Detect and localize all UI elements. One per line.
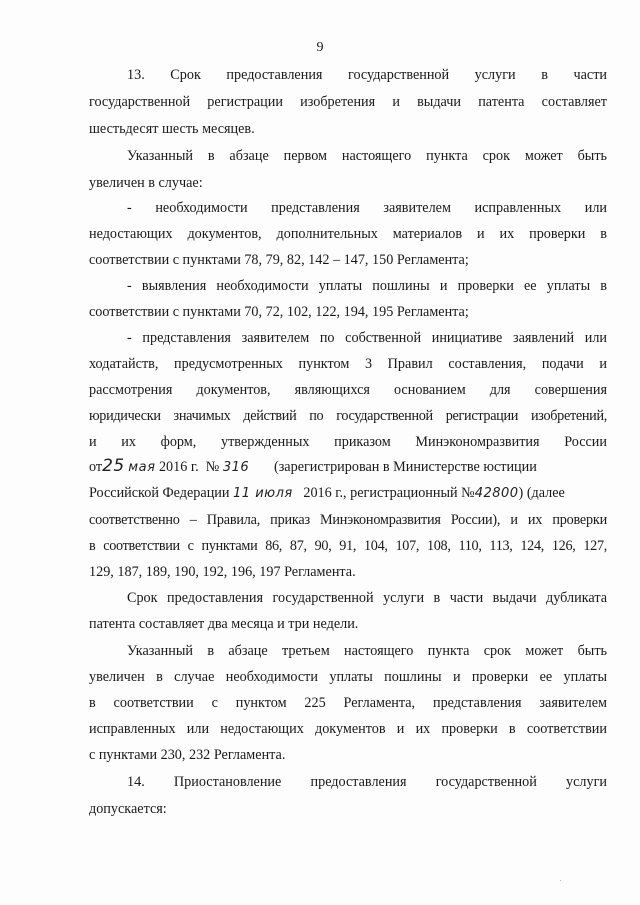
text-line: Указанный в абзаце третьем настоящего пункта срок может быть — [127, 643, 607, 659]
handwritten-reg-date: 11 июля — [233, 486, 293, 501]
text-line: государственной регистрации изобретения и выдачи патента составляет — [89, 94, 607, 110]
text-line: и их форм, утвержденных приказом Минэкономразвития России — [89, 434, 607, 450]
text-line: рассмотрения документов, являющихся основанием для совершения — [89, 382, 607, 398]
reg-rest-text: ) (далее — [518, 485, 565, 501]
text-line: Указанный в абзаце первом настоящего пункта срок может быть — [127, 148, 607, 164]
handwritten-day: 25 — [102, 456, 125, 476]
page-number: 9 — [316, 40, 324, 55]
text-line: - представления заявителем по собственной инициативе заявлений или — [127, 330, 607, 346]
text-line: ходатайств, предусмотренных пунктом 3 Правил составления, подачи и — [89, 356, 607, 372]
registration-text: (зарегистрирован в Министерстве юстиции — [273, 459, 537, 475]
date-prefix: от — [89, 459, 103, 475]
order-year: 2016 г. — [158, 459, 199, 475]
handwritten-order-number: 316 — [222, 460, 250, 475]
text-line: исправленных или недостающих документов и их проверки в соответствии — [89, 721, 607, 737]
text-line-registration — [89, 484, 607, 503]
text-line: 129, 187, 189, 190, 192, 196, 197 Регламента. — [89, 564, 356, 580]
text-line: допускается: — [89, 801, 167, 817]
text-line-date — [89, 457, 607, 477]
text-line: соответствии с пунктами 70, 72, 102, 122, 194, 195 Регламента; — [89, 304, 469, 320]
text-line: патента составляет два месяца и три недели. — [89, 616, 359, 632]
handwritten-reg-number: 42800 — [474, 486, 519, 501]
federation-text: Российской Федерации — [89, 485, 230, 501]
text-line: с пунктами 230, 232 Регламента. — [89, 747, 286, 763]
text-line: недостающих документов, дополнительных материалов и их проверки в — [89, 226, 607, 242]
text-line: увеличен в случае необходимости уплаты пошлины и проверки ее уплаты — [89, 669, 607, 685]
handwritten-month: мая — [128, 460, 156, 475]
text-line: юридически значимых действий по государственной регистрации изобретений, — [89, 408, 607, 424]
text-line: шестьдесят шесть месяцев. — [89, 121, 255, 137]
reg-middle-text: 2016 г., регистрационный № — [303, 485, 475, 501]
text-line: 13. Срок предоставления государственной услуги в части — [127, 67, 607, 83]
text-line: 14. Приостановление предоставления государственной услуги — [127, 774, 607, 790]
scan-speck — [560, 880, 561, 881]
text-line: в соответствии с пунктами 86, 87, 90, 91, 104, 107, 108, 110, 113, 124, 126, 127, — [89, 538, 607, 554]
text-line: увеличен в случае: — [89, 175, 203, 191]
text-line: соответствии с пунктами 78, 79, 82, 142 – 147, 150 Регламента; — [89, 252, 469, 268]
text-line: - необходимости представления заявителем исправленных или — [127, 200, 607, 216]
text-line: - выявления необходимости уплаты пошлины и проверки ее уплаты в — [127, 278, 607, 294]
text-line: соответственно – Правила, приказ Минэкономразвития России), и их проверки — [89, 512, 607, 528]
text-line: Срок предоставления государственной услуги в части выдачи дубликата — [127, 590, 607, 606]
number-sign: № — [205, 459, 220, 475]
text-line: в соответствии с пунктом 225 Регламента, представления заявителем — [89, 695, 607, 711]
